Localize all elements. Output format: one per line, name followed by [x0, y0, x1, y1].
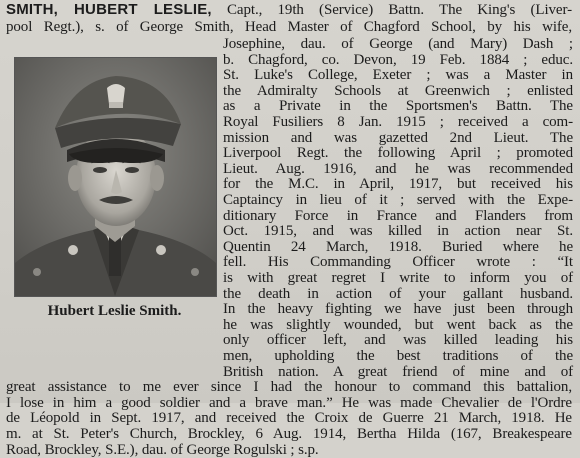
entry-text-line: the Admiralty Schools at Greenwich ; enlisted — [223, 83, 573, 99]
photo-caption: Hubert Leslie Smith. — [47, 303, 182, 319]
entry-text-line: the death in action of your gallant husband. — [223, 286, 573, 302]
entry-text-line: for the M.C. in April, 1917, but received his — [223, 176, 573, 192]
entry-text-line: Oct. 1915, and was killed in action near St. — [223, 223, 573, 239]
entry-text-line: he was slightly wounded, but went back as the — [223, 317, 573, 333]
entry-text-line: Lieut. Aug. 1916, and he was recommended — [223, 161, 573, 177]
entry-text-line: ditionary Force in France and Flanders from — [223, 208, 573, 224]
entry-text-line: is with great regret I write to inform you of — [223, 270, 573, 286]
entry-name: SMITH, HUBERT LESLIE, — [6, 1, 212, 18]
entry-text-line: great assistance to me ever since I had the honour to command this battalion, — [6, 379, 572, 395]
entry-text-line: fell. His Commanding Officer wrote : “It — [223, 254, 573, 270]
entry-text-line: only officer left, and was killed leading his — [223, 332, 573, 348]
entry-text-line: as a Private in the Sportsmen's Battn. The — [223, 98, 573, 114]
entry-text-line: Captaincy in lieu of it ; served with the Expe- — [223, 192, 573, 208]
entry-text-line: Josephine, dau. of George (and Mary) Dash ; — [223, 36, 573, 52]
entry-text-line: Royal Fusiliers 8 Jan. 1915 ; received a com- — [223, 114, 573, 130]
entry-text-line: pool Regt.), s. of George Smith, Head Master of Chagford School, by his wife, — [6, 19, 572, 35]
heading-line — [6, 2, 572, 18]
portrait-image — [15, 58, 216, 296]
entry-text-line: Liverpool Regt. the following April ; promoted — [223, 145, 573, 161]
entry-text-line: m. at St. Peter's Church, Brockley, 6 Aug. 1914, Bertha Hilda (167, Breakespeare — [6, 426, 572, 442]
entry-text-line: In the heavy fighting we have just been through — [223, 301, 573, 317]
entry-text-line: St. Luke's College, Exeter ; was a Master in — [223, 67, 573, 83]
portrait-photo — [14, 57, 217, 297]
entry-text-line: de Léopold in Sept. 1917, and received the Croix de Guerre 21 March, 1918. He — [6, 410, 572, 426]
entry-text-line: Road, Brockley, S.E.), dau. of George Rogulski ; s.p. — [6, 442, 319, 458]
entry-text-line: Quentin 24 March, 1918. Buried where he — [223, 239, 573, 255]
entry-text-line: I lose in him a good soldier and a brave man.” He was made Chevalier de l'Ordre — [6, 395, 572, 411]
entry-text-line: men, upholding the best traditions of the — [223, 348, 573, 364]
entry-text-line: British nation. A great friend of mine and of — [223, 364, 573, 380]
entry-text-line: b. Chagford, co. Devon, 19 Feb. 1884 ; educ. — [223, 52, 573, 68]
entry-text-line: mission and was gazetted 2nd Lieut. The — [223, 130, 573, 146]
entry-text-line: Capt., 19th (Service) Battn. The King's (Liver- — [227, 2, 572, 18]
